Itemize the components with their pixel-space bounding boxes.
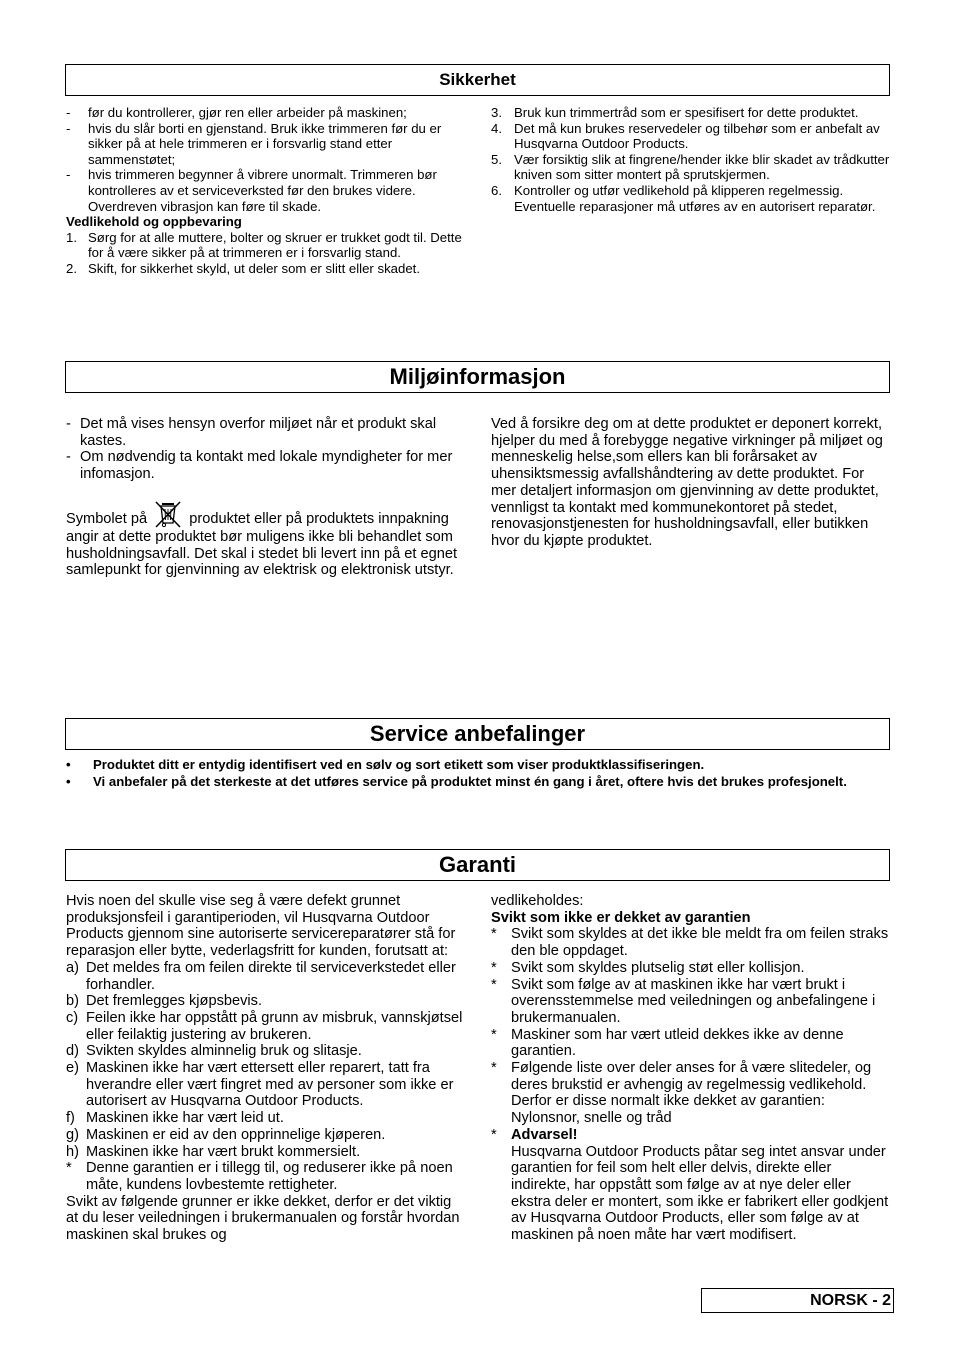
section-heading-warranty <box>65 849 890 881</box>
list-marker: e) <box>66 1060 79 1077</box>
list-marker: 3. <box>491 105 502 120</box>
list-marker: c) <box>66 1009 79 1026</box>
list-marker: - <box>66 120 71 136</box>
list-text: Bruk kun trimmertråd som er spesifisert for dette produktet. <box>514 105 859 120</box>
list-marker: 5. <box>491 151 502 167</box>
list-text: Det må vises hensyn overfor miljøet når et produkt skal kastes. <box>80 416 437 449</box>
list-item <box>66 167 466 214</box>
list-item <box>66 773 892 790</box>
list-text: Svikt som skyldes at det ikke ble meldt fra om feilen straks den ble oppdaget. <box>511 926 889 960</box>
warranty-right-continuation: vedlikeholdes: <box>491 893 584 909</box>
list-marker: - <box>66 105 71 120</box>
list-item <box>66 416 466 449</box>
list-text: Vi anbefaler på det sterkeste at det utføres service på produktet minst én gang i året, oftere hvis det brukes profesjonelt. <box>93 774 847 789</box>
warning-item <box>491 1127 891 1244</box>
list-item <box>66 1010 466 1043</box>
list-item <box>491 960 891 977</box>
service-list <box>66 756 892 790</box>
list-text: hvis trimmeren begynner å vibrere unormalt. Trimmeren bør kontrolleres av et serviceverksted før den brukes videre. Overdreven vibrasjon kan føre til skade. <box>88 167 437 214</box>
list-marker: • <box>66 757 71 772</box>
list-text: Sørg for at alle muttere, bolter og skruer er trukket godt til. Dette for å være sikker på at trimmeren er i forsvarlig stand. <box>88 229 462 261</box>
list-text: Maskinen ikke har vært ettersett eller reparert, tatt fra hverandre eller vært fingret med av personer som ikke er autorisert av Husqvarna Outdoor Products. <box>86 1060 454 1110</box>
list-marker: * <box>491 1026 497 1043</box>
list-item <box>491 1027 891 1060</box>
list-marker: f) <box>66 1110 75 1127</box>
list-text: Det fremlegges kjøpsbevis. <box>86 993 263 1010</box>
safety-right-list <box>491 105 891 214</box>
list-text: Svikten skyldes alminnelig bruk og slitasje. <box>86 1043 362 1060</box>
list-marker: * <box>491 926 497 943</box>
list-item <box>66 1160 466 1193</box>
list-marker: - <box>66 416 71 432</box>
list-marker: * <box>491 1060 497 1077</box>
list-item <box>491 121 891 152</box>
list-marker: a) <box>66 959 79 976</box>
list-text: Det må kun brukes reservedeler og tilbehør som er anbefalt av Husqvarna Outdoor Products. <box>514 120 880 152</box>
list-text: Om nødvendig ta kontakt med lokale myndigheter for mer infomasjon. <box>80 449 453 483</box>
env-right-column <box>491 416 891 550</box>
warranty-left-column <box>66 893 466 1244</box>
list-item <box>66 993 466 1010</box>
list-text: Kontroller og utfør vedlikehold på klipperen regelmessig. Eventuelle reparasjoner må utføres av en autorisert reparatør. <box>514 182 876 214</box>
safety-title: Sikkerhet <box>439 70 516 89</box>
list-item <box>66 1144 466 1161</box>
list-marker: d) <box>66 1043 79 1060</box>
warning-marker: * <box>491 1126 497 1143</box>
list-marker: - <box>66 449 71 466</box>
list-item <box>491 105 891 121</box>
list-item <box>491 926 891 959</box>
warranty-intro: Hvis noen del skulle vise seg å være defekt grunnet produksjonsfeil i garantiperioden, vil Husqvarna Outdoor Products gjennom sine autoriserte servicereparatører stå for reparasjon eller bytte, vederlagsfritt for kunden, forutsatt at: <box>66 893 456 960</box>
warranty-right-column <box>491 893 891 1244</box>
section-heading-service <box>65 718 890 750</box>
list-text: Produktet ditt er entydig identifisert ved en sølv og sort etikett som viser produktklassifiseringen. <box>93 757 705 772</box>
list-item <box>66 1127 466 1144</box>
list-text: Svikt som følge av at maskinen ikke har vært brukt i overensstemmelse med veiledningen og anbefalingene i brukermanualen. <box>511 976 876 1026</box>
service-title: Service anbefalinger <box>369 721 586 746</box>
list-item <box>491 1060 891 1127</box>
list-text: Vær forsiktig slik at fingrene/hender ikke blir skadet av trådkutter kniven som sitter montert på sprutskjermen. <box>514 151 890 183</box>
list-item <box>491 183 891 214</box>
list-item <box>491 152 891 183</box>
list-marker: h) <box>66 1143 79 1160</box>
maintenance-list <box>66 230 466 277</box>
safety-right-column <box>491 105 891 214</box>
list-item <box>66 230 466 261</box>
list-marker: 4. <box>491 120 502 136</box>
list-marker: g) <box>66 1126 79 1143</box>
env-left-list <box>66 416 466 483</box>
list-text: Denne garantien er i tillegg til, og reduserer ikke på noen måte, kundens lovbestemte rettigheter. <box>86 1160 453 1193</box>
list-item <box>66 1060 466 1110</box>
list-item <box>66 121 466 168</box>
list-marker: 2. <box>66 260 77 276</box>
maintenance-heading: Vedlikehold og oppbevaring <box>66 214 242 230</box>
section-heading-safety <box>65 64 890 96</box>
warranty-conditions-list <box>66 960 466 1194</box>
list-marker: b) <box>66 993 79 1010</box>
list-item <box>66 261 466 277</box>
list-text: hvis du slår borti en gjenstand. Bruk ikke trimmeren før du er sikker på at hele trimmeren er i forsvarlig stand etter sammenstøtet; <box>88 120 442 167</box>
safety-left-column <box>66 105 466 277</box>
list-text: Følgende liste over deler anses for å være slitedeler, og deres brukstid er avhengig av regelmessig vedlikehold. Derfor er disse normalt ikke dekket av garantien: Nylonsnor, snelle og tråd <box>511 1060 872 1127</box>
list-text: Feilen ikke har oppstått på grunn av misbruk, vannskjøtsel eller feilaktig justering av brukeren. <box>86 1009 463 1043</box>
list-item <box>66 105 466 121</box>
crossed-out-wheelie-bin-icon <box>153 499 183 529</box>
list-item <box>66 1043 466 1060</box>
list-text: før du kontrollerer, gjør ren eller arbeider på maskinen; <box>88 105 407 120</box>
list-item <box>66 960 466 993</box>
warning-label: Advarsel! <box>511 1126 578 1143</box>
warning-text: Husqvarna Outdoor Products påtar seg intet ansvar under garantien for feil som helt eller delvis, direkte eller indirekte, har oppstått som følge av at nye deler eller ekstra deler er montert, som ikke er fabrikert eller godkjent av Husqvarna Outdoor Products, eller som følge av at maskinen på noen måte har vært modifisert. <box>511 1143 889 1244</box>
list-text: Maskinen ikke har vært leid ut. <box>86 1110 284 1127</box>
env-symbol-paragraph <box>66 499 466 579</box>
safety-left-list <box>66 105 466 214</box>
list-text: Det meldes fra om feilen direkte til serviceverkstedet eller forhandler. <box>86 959 456 993</box>
list-marker: * <box>491 959 497 976</box>
list-item <box>491 977 891 1027</box>
warranty-outro: Svikt av følgende grunner er ikke dekket, derfor er det viktig at du leser veiledningen i brukermanualen og forstår hvordan maskinen skal brukes og <box>66 1193 460 1244</box>
warranty-title: Garanti <box>438 852 517 877</box>
list-marker: • <box>66 774 71 789</box>
not-covered-list <box>491 926 891 1126</box>
section-heading-environment <box>65 361 890 393</box>
list-text: Skift, for sikkerhet skyld, ut deler som er slitt eller skadet. <box>88 260 420 276</box>
list-marker: 1. <box>66 229 77 245</box>
list-text: Maskinen ikke har vært brukt kommersielt. <box>86 1143 361 1160</box>
env-title: Miljøinformasjon <box>389 364 566 389</box>
env-right-paragraph: Ved å forsikre deg om at dette produktet er deponert korrekt, hjelper du med å forebygge negative virkninger på miljøet og menneskelig helse,som ellers kan bli forårsaket av uhensiktsmessig avfallshåndtering av dette produktet. For mer detaljert informasjon om gjenvinning av dette produktet, vennligst ta kontakt med kommunekontoret på stedet, renovasjonstjenesten for husholdningsavfall, eller butikken hvor du kjøpte produktet. <box>491 416 883 549</box>
list-text: Maskinen er eid av den opprinnelige kjøperen. <box>86 1126 386 1143</box>
list-text: Maskiner som har vært utleid dekkes ikke av denne garantien. <box>511 1026 844 1060</box>
list-item <box>66 1110 466 1127</box>
list-marker: 6. <box>491 182 502 198</box>
list-marker: * <box>491 976 497 993</box>
env-left-column <box>66 416 466 579</box>
list-marker: - <box>66 167 71 183</box>
page-footer-label <box>701 1288 894 1313</box>
list-item <box>66 756 892 773</box>
service-column <box>66 756 892 790</box>
list-text: Svikt som skyldes plutselig støt eller kollisjon. <box>511 959 805 976</box>
list-item <box>66 449 466 482</box>
env-symbol-after: produktet eller på produktets innpakning angir at dette produktet bør muligens ikke bli behandlet som husholdningsavfall. Det skal i stedet bli levert inn på et egnet samlepunkt for gjenvinning av elektrisk og elektronisk utstyr. <box>66 510 458 579</box>
list-marker: * <box>66 1160 72 1177</box>
env-symbol-before: Symbolet på <box>66 510 148 527</box>
footer-page-label: NORSK - 2 <box>810 1292 891 1309</box>
not-covered-heading: Svikt som ikke er dekket av garantien <box>491 909 751 926</box>
